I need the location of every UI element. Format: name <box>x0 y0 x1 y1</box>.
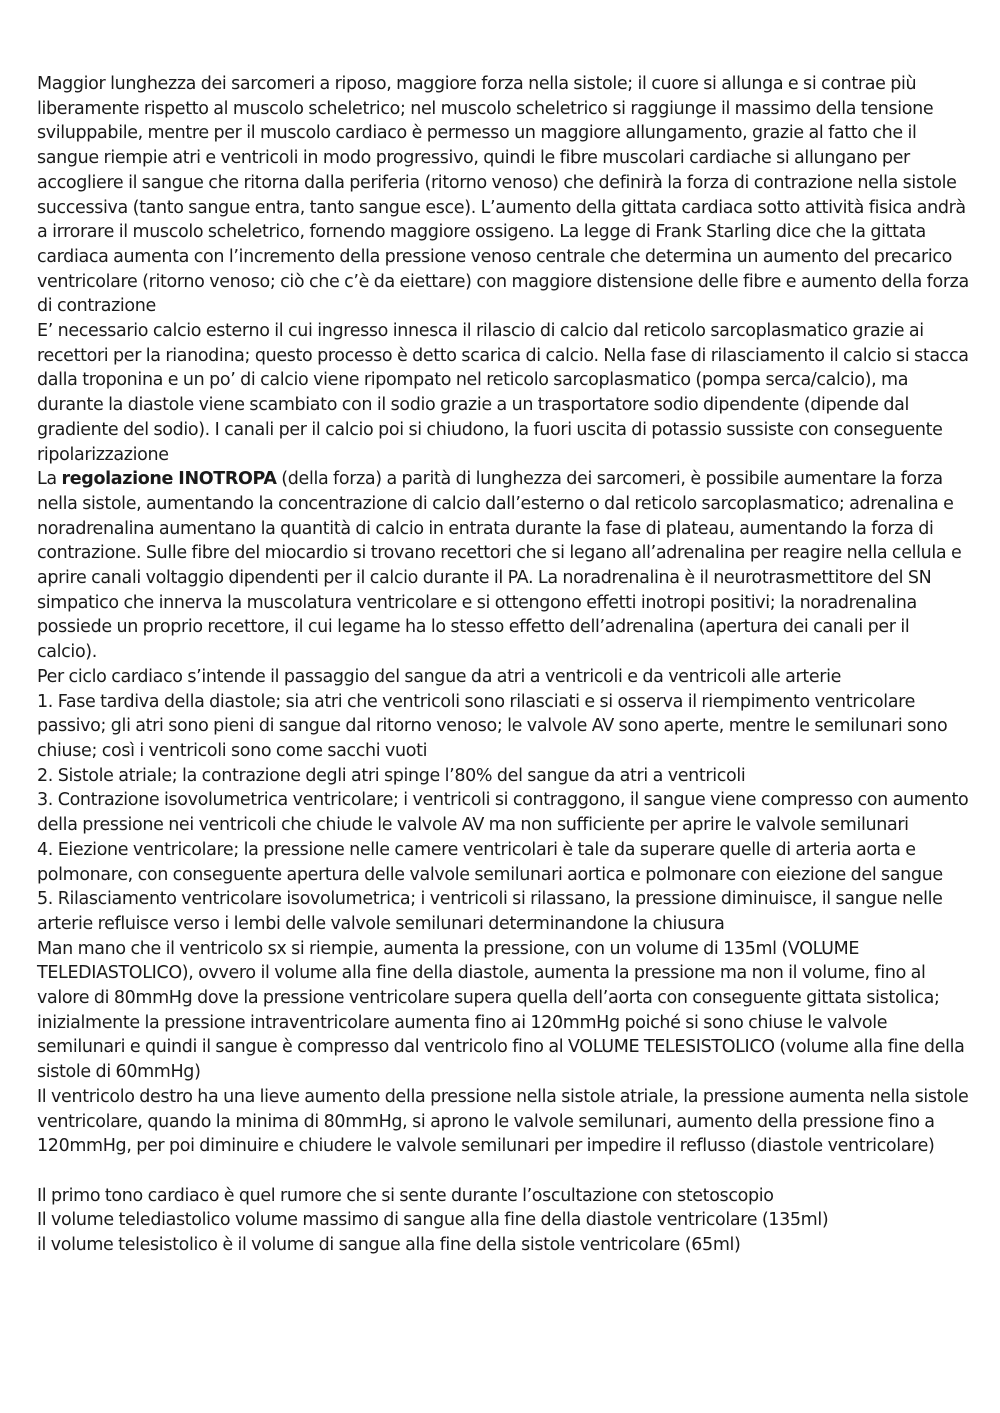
blank-line <box>37 1159 972 1184</box>
list-item: 1. Fase tardiva della diastole; sia atri che ventricoli sono rilasciati e si osserva il riempimento ventricolare passivo; gli atri sono pieni di sangue dal ritorno venoso; le valvole AV sono aperte, mentre le semilunari sono chiuse; così i ventricoli sono come sacchi vuoti <box>37 691 948 761</box>
document-page <box>37 72 972 1258</box>
list-item: 5. Rilasciamento ventricolare isovolumetrica; i ventricoli si rilassano, la pressione diminuisce, il sangue nelle arterie refluisce verso i lembi delle valvole semilunari determinandone la chiusura <box>37 889 943 934</box>
paragraph-frank-starling: Maggior lunghezza dei sarcomeri a riposo, maggiore forza nella sistole; il cuore si allunga e si contrae più liberamente rispetto al muscolo scheletrico; nel muscolo scheletrico si raggiunge il massimo della tensione sviluppabile, mentre per il muscolo cardiaco è permesso un maggiore allungamento, grazie al fatto che il sangue riempie atri e ventricoli in modo progressivo, quindi le fibre muscolari cardiache si allungano per accogliere il sangue che ritorna dalla periferia (ritorno venoso) che definirà la forza di contrazione nella sistole successiva (tanto sangue entra, tanto sangue esce). L’aumento della gittata cardiaca sotto attività fisica andrà a irrorare il muscolo scheletrico, fornendo maggiore ossigeno. La legge di Frank Starling dice che la gittata cardiaca aumenta con l’incremento della pressione venoso centrale che determina un aumento del precarico ventricolare (ritorno venoso; ciò che c’è da eiettare) con maggiore distensione delle fibre e aumento della forza di contrazione <box>37 74 969 317</box>
list-item: 2. Sistole atriale; la contrazione degli atri spinge l’80% del sangue da atri a ventricoli <box>37 765 746 786</box>
paragraph-inotropic-regulation <box>37 467 972 665</box>
inotropic-rest: (della forza) a parità di lunghezza dei sarcomeri, è possibile aumentare la forza nella sistole, aumentando la concentrazione di calcio dall’esterno o dal reticolo sarcoplasmatico; adrenalina e noradrenalina aumentano la quantità di calcio in entrata durante la fase di plateau, aumentando la forza di contrazione. Sulle fibre del miocardio si trovano recettori che si legano all’adrenalina per reagire nella cellula e aprire canali voltaggio dipendenti per il calcio durante il PA. La noradrenalina è il neurotrasmettitore del SN simpatico che innerva la muscolatura ventricolare e si ottengono effetti inotropi positivi; la noradrenalina possiede un proprio recettore, il cui legame ha lo stesso effetto dell’adrenalina (apertura dei canali per il calcio). <box>37 469 962 663</box>
inotropic-bold-term: regolazione INOTROPA <box>61 469 277 490</box>
paragraph-calcium: E’ necessario calcio esterno il cui ingresso innesca il rilascio di calcio dal reticolo sarcoplasmatico grazie ai recettori per la rianodina; questo processo è detto scarica di calcio. Nella fase di rilasciamento il calcio si stacca dalla troponina e un po’ di calcio viene ripompato nel reticolo sarcoplasmatico (pompa serca/calcio), ma durante la diastole viene scambiato con il sodio grazie a un trasportatore sodio dipendente (dipende dal gradiente del sodio). I canali per il calcio poi si chiudono, la fuori uscita di potassio sussiste con conseguente ripolarizzazione <box>37 321 969 465</box>
list-item: 4. Eiezione ventricolare; la pressione nelle camere ventricolari è tale da superare quelle di arteria aorta e polmonare, con conseguente apertura delle valvole semilunari aortica e polmonare con eiezione del sangue <box>37 839 943 885</box>
paragraph-left-ventricle: Man mano che il ventricolo sx si riempie, aumenta la pressione, con un volume di 135ml (VOLUME TELEDIASTOLICO), ovvero il volume alla fine della diastole, aumenta la pressione ma non il volume, fino al valore di 80mmHg dove la pressione ventricolare supera quella dell’aorta con conseguente gittata sistolica; inizialmente la pressione intraventricolare aumenta fino ai 120mmHg poiché si sono chiuse le valvole semilunari e quindi il sangue è compresso dal ventricolo fino al VOLUME TELESISTOLICO (volume alla fine della sistole di 60mmHg) <box>37 938 965 1083</box>
paragraph-end-systolic-volume: il volume telesistolico è il volume di sangue alla fine della sistole ventricolare (65ml) <box>37 1235 741 1256</box>
paragraph-first-heart-sound: Il primo tono cardiaco è quel rumore che si sente durante l’oscultazione con stetoscopio <box>37 1185 774 1206</box>
paragraph-end-diastolic-volume: Il volume telediastolico volume massimo di sangue alla fine della diastole ventricolare (135ml) <box>37 1210 829 1231</box>
paragraph-cardiac-cycle-intro: Per ciclo cardiaco s’intende il passaggio del sangue da atri a ventricoli e da ventricoli alle arterie <box>37 666 842 687</box>
list-item: 3. Contrazione isovolumetrica ventricolare; i ventricoli si contraggono, il sangue viene compresso con aumento della pressione nei ventricoli che chiude le valvole AV ma non sufficiente per aprire le valvole semilunari <box>37 790 969 836</box>
paragraph-right-ventricle: Il ventricolo destro ha una lieve aumento della pressione nella sistole atriale, la pressione aumenta nella sistole ventricolare, quando la minima di 80mmHg, si aprono le valvole semilunari, aumento della pressione fino a 120mmHg, per poi diminuire e chiudere le valvole semilunari per impedire il reflusso (diastole ventricolare) <box>37 1086 969 1157</box>
inotropic-prefix: La <box>37 469 62 490</box>
